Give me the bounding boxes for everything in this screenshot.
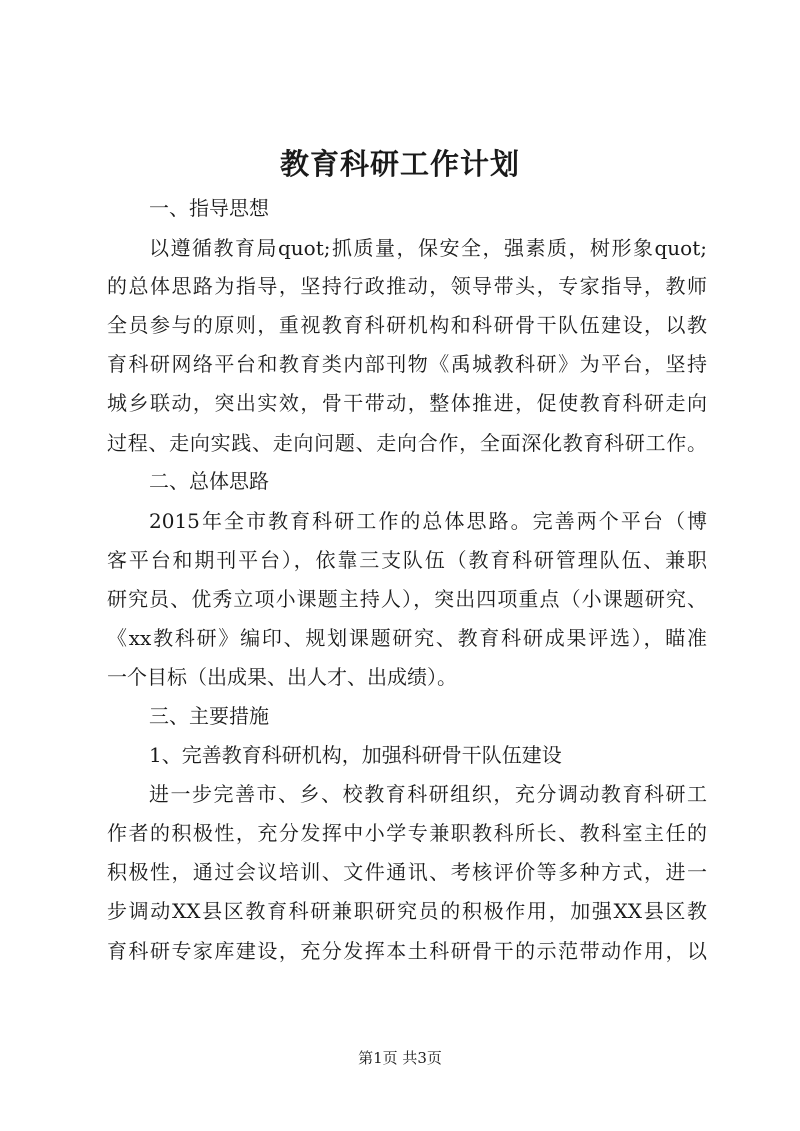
paragraph-line: 一个目标（出成果、出人才、出成绩）。 bbox=[107, 665, 457, 689]
paragraph-line: 2015年全市教育科研工作的总体思路。完善两个平台（博 bbox=[149, 509, 707, 533]
section-heading: 二、总体思路 bbox=[149, 469, 269, 493]
paragraph-line: 的总体思路为指导，坚持行政推动，领导带头，专家指导，教师 bbox=[107, 274, 707, 298]
page-footer: 第1页 共3页 bbox=[358, 1049, 442, 1067]
paragraph-line: 步调动XX县区教育科研兼职研究员的积极作用，加强XX县区教 bbox=[107, 899, 707, 923]
paragraph-line: 育科研专家库建设，充分发挥本土科研骨干的示范带动作用，以 bbox=[107, 939, 707, 963]
paragraph-line: 全员参与的原则，重视教育科研机构和科研骨干队伍建设，以教 bbox=[107, 313, 707, 337]
subsection-heading: 1、完善教育科研机构，加强科研骨干队伍建设 bbox=[149, 743, 562, 767]
paragraph-line: 《xx教科研》编印、规划课题研究、教育科研成果评选），瞄准 bbox=[107, 626, 707, 650]
paragraph-line: 城乡联动，突出实效，骨干带动，整体推进，促使教育科研走向 bbox=[107, 391, 707, 415]
paragraph-line: 进一步完善市、乡、校教育科研组织，充分调动教育科研工 bbox=[149, 782, 707, 806]
paragraph-line: 以遵循教育局quot;抓质量，保安全，强素质，树形象quot; bbox=[149, 236, 707, 260]
document-title: 教育科研工作计划 bbox=[279, 147, 520, 181]
paragraph-line: 育科研网络平台和教育类内部刊物《禹城教科研》为平台，坚持 bbox=[107, 352, 707, 376]
paragraph-line: 积极性，通过会议培训、文件通讯、考核评价等多种方式，进一 bbox=[107, 860, 707, 884]
section-heading: 三、主要措施 bbox=[149, 704, 269, 728]
section-heading: 一、指导思想 bbox=[149, 196, 269, 220]
paragraph-line: 客平台和期刊平台），依靠三支队伍（教育科研管理队伍、兼职 bbox=[107, 548, 707, 572]
paragraph-line: 过程、走向实践、走向问题、走向合作，全面深化教育科研工作。 bbox=[107, 431, 707, 455]
paragraph-line: 作者的积极性，充分发挥中小学专兼职教科所长、教科室主任的 bbox=[107, 821, 707, 845]
paragraph-line: 研究员、优秀立项小课题主持人），突出四项重点（小课题研究、 bbox=[107, 587, 707, 611]
